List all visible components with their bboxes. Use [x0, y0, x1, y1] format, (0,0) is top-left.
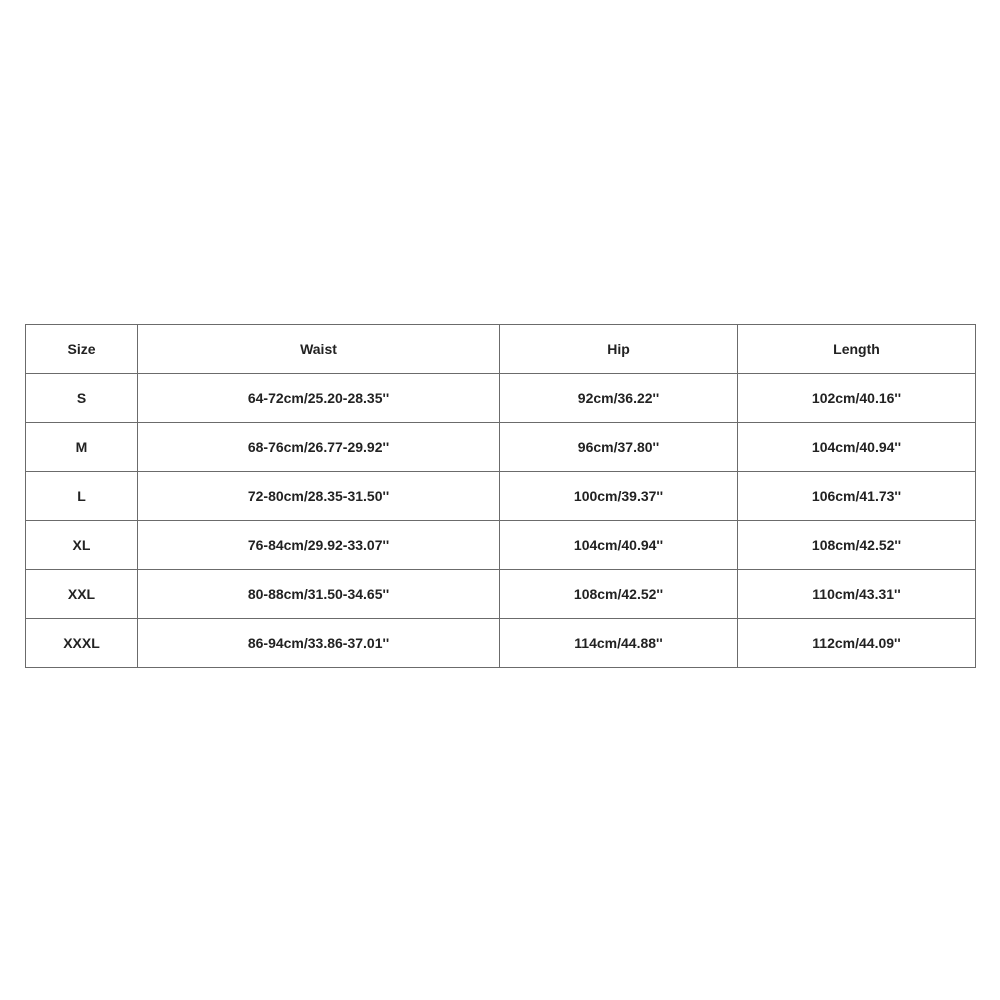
- table-row: [26, 521, 976, 570]
- table-row: [26, 570, 976, 619]
- cell-length: 110cm/43.31'': [738, 570, 976, 619]
- header-hip: Hip: [500, 325, 738, 374]
- cell-size: S: [26, 374, 138, 423]
- cell-length: 102cm/40.16'': [738, 374, 976, 423]
- cell-waist: 64-72cm/25.20-28.35'': [138, 374, 500, 423]
- cell-hip: 104cm/40.94'': [500, 521, 738, 570]
- cell-hip: 114cm/44.88'': [500, 619, 738, 668]
- size-chart-table: [25, 324, 976, 668]
- table-row: [26, 472, 976, 521]
- header-size: Size: [26, 325, 138, 374]
- cell-waist: 76-84cm/29.92-33.07'': [138, 521, 500, 570]
- table-row: [26, 619, 976, 668]
- cell-length: 106cm/41.73'': [738, 472, 976, 521]
- cell-waist: 80-88cm/31.50-34.65'': [138, 570, 500, 619]
- cell-waist: 68-76cm/26.77-29.92'': [138, 423, 500, 472]
- header-length: Length: [738, 325, 976, 374]
- table-header-row: [26, 325, 976, 374]
- cell-hip: 108cm/42.52'': [500, 570, 738, 619]
- cell-size: XXL: [26, 570, 138, 619]
- table-row: [26, 374, 976, 423]
- cell-waist: 86-94cm/33.86-37.01'': [138, 619, 500, 668]
- cell-hip: 96cm/37.80'': [500, 423, 738, 472]
- cell-size: M: [26, 423, 138, 472]
- cell-hip: 100cm/39.37'': [500, 472, 738, 521]
- cell-hip: 92cm/36.22'': [500, 374, 738, 423]
- cell-size: L: [26, 472, 138, 521]
- cell-size: XL: [26, 521, 138, 570]
- cell-waist: 72-80cm/28.35-31.50'': [138, 472, 500, 521]
- header-waist: Waist: [138, 325, 500, 374]
- cell-size: XXXL: [26, 619, 138, 668]
- cell-length: 108cm/42.52'': [738, 521, 976, 570]
- table-row: [26, 423, 976, 472]
- cell-length: 104cm/40.94'': [738, 423, 976, 472]
- cell-length: 112cm/44.09'': [738, 619, 976, 668]
